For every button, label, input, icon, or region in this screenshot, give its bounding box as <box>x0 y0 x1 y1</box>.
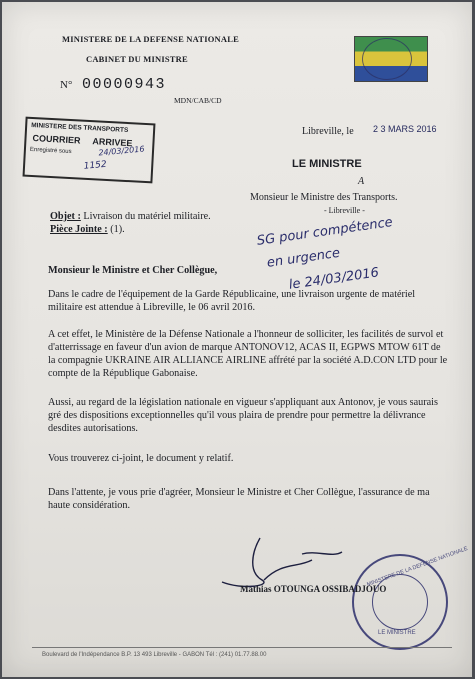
document-page <box>2 2 472 677</box>
margin-note-line2: en urgence <box>266 245 341 271</box>
signatory-name: Mathias OTOUNGA OSSIBADJOUO <box>240 584 387 594</box>
stamp-handwritten-date: 24/03/2016 <box>98 144 145 158</box>
paragraph-4: Vous trouverez ci-joint, le document y relatif. <box>48 453 234 464</box>
paragraph-2: A cet effet, le Ministère de la Défense Nationale a l'honneur de solliciter, les facilités de survol et d'atterrissage en faveur d'un avion de marque ANTONOV12, ACAS II, EGPWS MTOW 61T de la compagnie UKRAINE AIR ALLIANCE AIRLINE affrété par la société A.D.CON LTD pour le compte de la République Gabonaise. <box>48 329 448 379</box>
objet-label: Objet : <box>50 211 81 222</box>
objet-line <box>50 210 211 223</box>
seal-bottom-text: LE MINISTRE <box>378 630 416 636</box>
date-stamp: 2 3 MARS 2016 <box>373 124 437 134</box>
objet-text: Livraison du matériel militaire. <box>83 211 211 222</box>
recipient-city: - Libreville - <box>324 206 365 215</box>
stamp-ministry: MINISTERE DES TRANSPORTS <box>31 121 129 135</box>
recipient-prefix: A <box>358 176 365 187</box>
margin-note-line1: SG pour compétence <box>256 214 394 249</box>
footer-address: Boulevard de l'Indépendance B.P. 13 493 Libreville - GABON Tél : (241) 01.77.88.00 <box>42 652 267 658</box>
piece-text: (1). <box>110 224 125 235</box>
ministry-seal <box>352 545 469 650</box>
piece-label: Pièce Jointe : <box>50 224 108 235</box>
salutation: Monsieur le Ministre et Cher Collègue, <box>48 265 218 276</box>
stamp-courrier: COURRIER <box>32 133 81 146</box>
paragraph-5: Dans l'attente, je vous prie d'agréer, Monsieur le Ministre et Cher Collègue, l'assurance de ma haute considération. <box>48 487 430 511</box>
reference-number: 00000943 <box>82 76 167 93</box>
sender-title: LE MINISTRE <box>292 158 362 170</box>
ministry-header: MINISTERE DE LA DEFENSE NATIONALE <box>62 34 239 44</box>
paragraph-3: Aussi, au regard de la législation nationale en vigueur s'appliquant aux Antonov, je vous saurais gré des dispositions exceptionnelles qu'il vous plaira de prendre pour permettre la délivrance desdites autorisations. <box>48 397 438 434</box>
place-date: Libreville, le <box>302 126 354 137</box>
stamp-handwritten-number: 1152 <box>83 159 108 172</box>
cabinet-header: CABINET DU MINISTRE <box>86 54 188 64</box>
paragraph-1: Dans le cadre de l'équipement de la Garde Républicaine, une livraison urgente de matériel militaire est attendue à Libreville, le 06 avril 2016. <box>48 289 416 313</box>
reference-suffix: MDN/CAB/CD <box>174 96 222 105</box>
footer-divider <box>32 647 452 648</box>
seal-text: MINISTERE DE LA DEFENSE NATIONALE <box>366 545 469 589</box>
stamp-registered: Enregistré sous <box>29 146 72 156</box>
stamp-arrivee: ARRIVEE <box>92 136 133 149</box>
arrival-stamp <box>23 117 156 184</box>
recipient-name: Monsieur le Ministre des Transports. <box>250 192 398 203</box>
piece-line <box>50 223 125 236</box>
reference-prefix: N° <box>60 79 73 91</box>
emblem-stamp-icon <box>362 38 412 80</box>
handwritten-signature-icon <box>202 532 352 592</box>
margin-note-line3: le 24/03/2016 <box>288 265 380 293</box>
